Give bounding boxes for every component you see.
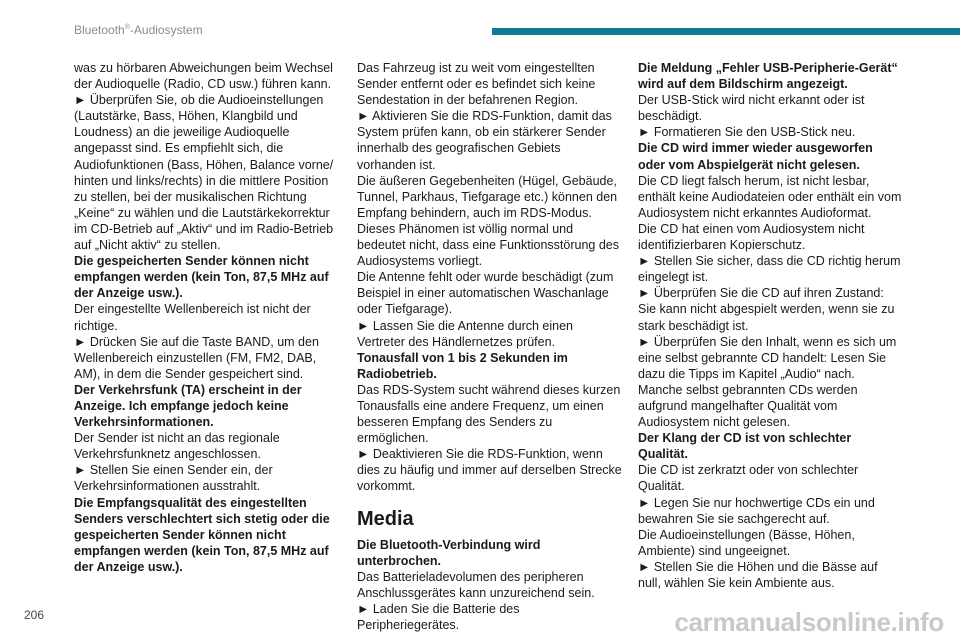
body-paragraph: Die CD hat einen vom Audiosystem nicht identifizierbaren Kopierschutz. xyxy=(638,221,865,253)
body-paragraph: Die äußeren Gegebenheiten (Hügel, Gebäude, Tunnel, Parkhaus, Tiefgarage etc.) können den Empfang behindern, auch im RDS-Modus. xyxy=(357,173,618,220)
body-paragraph: ► Aktivieren Sie die RDS-Funktion, damit das System prüfen kann, ob ein stärkerer Sender innerhalb des geografischen Gebiets vorhanden ist. xyxy=(357,109,612,172)
page-number: 206 xyxy=(24,608,45,622)
body-paragraph: Das RDS-System sucht während dieses kurzen Tonausfalls eine andere Frequenz, um einen besseren Empfang des Senders zu ermöglichen. xyxy=(357,382,621,446)
section-heading: Die gespeicherten Sender können nicht empfangen werden (kein Ton, 87,5 MHz auf der Anzeige usw.). xyxy=(74,254,329,301)
body-paragraph: Der eingestellte Wellenbereich ist nicht der richtige. xyxy=(74,302,311,333)
body-paragraph: Der Sender ist nicht an das regionale Verkehrsfunknetz angeschlossen. xyxy=(74,431,280,462)
section-heading: Die Empfangsqualität des eingestellten Senders verschlechtert sich stetig oder die gespeicherten Sender können nicht empfangen werden (kein Ton, 87,5 MHz auf der Anzeige usw.). xyxy=(74,495,330,574)
body-paragraph: ► Deaktivieren Sie die RDS-Funktion, wenn dies zu häufig und immer auf derselben Strecke vorkommt. xyxy=(357,447,622,494)
body-paragraph: ► Lassen Sie die Antenne durch einen Vertreter des Händlernetzes prüfen. xyxy=(357,318,573,349)
section-heading: Tonausfall von 1 bis 2 Sekunden im Radiobetrieb. xyxy=(357,350,568,381)
section-heading: Die Meldung „Fehler USB-Peripherie-Gerät“ wird auf dem Bildschirm angezeigt. xyxy=(638,61,898,92)
body-paragraph: Das Fahrzeug ist zu weit vom eingestellten Sender entfernt oder es befindet sich keine Sendestation in der befahrenen Region. xyxy=(357,61,596,108)
text-column-1 xyxy=(74,60,339,575)
body-paragraph: ► Überprüfen Sie den Inhalt, wenn es sich um eine selbst gebrannte CD handelt: Lesen Sie dazu die Tipps im Kapitel „Audio“ nach. xyxy=(638,334,897,381)
section-heading: Die Bluetooth-Verbindung wird unterbrochen. xyxy=(357,537,541,568)
body-paragraph: Die CD liegt falsch herum, ist nicht lesbar, enthält keine Audiodateien oder enthält ein vom Audiosystem nicht erkanntes Audioformat. xyxy=(638,173,902,220)
media-heading: Media xyxy=(357,507,414,530)
section-heading: Der Klang der CD ist von schlechter Qualität. xyxy=(638,431,852,462)
body-paragraph: Manche selbst gebrannten CDs werden aufgrund mangelhafter Qualität vom Audiosystem nicht gelesen. xyxy=(638,382,858,430)
body-paragraph: was zu hörbaren Abweichungen beim Wechsel der Audioquelle (Radio, CD usw.) führen kann. xyxy=(74,61,333,92)
body-paragraph: Der USB-Stick wird nicht erkannt oder ist beschädigt. xyxy=(638,93,865,124)
header-title: Bluetooth®-Audiosystem xyxy=(74,23,203,37)
body-paragraph: Das Batterieladevolumen des peripheren Anschlussgerätes kann unzureichend sein. xyxy=(357,569,595,600)
watermark: carmanualsonline.info xyxy=(674,607,944,637)
body-paragraph: ► Stellen Sie einen Sender ein, der Verkehrsinformationen ausstrahlt. xyxy=(74,463,273,494)
body-paragraph: ► Drücken Sie auf die Taste BAND, um den Wellenbereich einzustellen (FM, FM2, DAB, AM), in dem die Sender gespeichert sind. xyxy=(74,334,319,381)
section-heading: Die CD wird immer wieder ausgeworfen oder vom Abspielgerät nicht gelesen. xyxy=(638,141,873,172)
body-paragraph: ► Legen Sie nur hochwertige CDs ein und bewahren Sie sie sachgerecht auf. xyxy=(638,495,875,526)
body-paragraph: Dieses Phänomen ist völlig normal und bedeutet nicht, dass eine Funktionsstörung des Audiosystems vorliegt. xyxy=(357,221,619,269)
body-paragraph: ► Stellen Sie sicher, dass die CD richtig herum eingelegt ist. xyxy=(638,254,901,285)
header-accent-bar xyxy=(492,28,960,35)
text-column-2 xyxy=(357,60,622,633)
body-paragraph: ► Überprüfen Sie die CD auf ihren Zustand: Sie kann nicht abgespielt werden, wenn sie zu stark beschädigt ist. xyxy=(638,286,895,333)
body-paragraph: ► Überprüfen Sie, ob die Audioeinstellungen (Lautstärke, Bass, Höhen, Klangbild und Loudness) an die jeweilige Audioquelle angepasst sind. Es empfiehlt sich, die Audiofunktionen (Bass, Höhen, Balance vorne/ hinten und links/rechts) in die mittlere Position zu stellen, bei der musikalischen Richtung „Keine“ zu wählen und die Lautstärkekorrektur im CD-Betrieb auf „Aktiv“ und im Radio-Betrieb auf „Nicht aktiv“ zu stellen. xyxy=(74,93,334,253)
body-paragraph: Die CD ist zerkratzt oder von schlechter Qualität. xyxy=(638,463,859,494)
body-paragraph: ► Laden Sie die Batterie des Peripheriegerätes. xyxy=(357,601,520,632)
section-heading: Der Verkehrsfunk (TA) erscheint in der Anzeige. Ich empfange jedoch keine Verkehrsinformationen. xyxy=(74,382,302,430)
text-column-3 xyxy=(638,60,903,591)
body-paragraph: ► Formatieren Sie den USB-Stick neu. xyxy=(638,125,856,140)
body-paragraph: Die Audioeinstellungen (Bässe, Höhen, Ambiente) sind ungeeignet. xyxy=(638,527,855,558)
body-paragraph: Die Antenne fehlt oder wurde beschädigt (zum Beispiel in einer automatischen Waschanlage oder Tiefgarage). xyxy=(357,270,614,317)
body-paragraph: ► Stellen Sie die Höhen und die Bässe auf null, wählen Sie kein Ambiente aus. xyxy=(638,559,878,590)
